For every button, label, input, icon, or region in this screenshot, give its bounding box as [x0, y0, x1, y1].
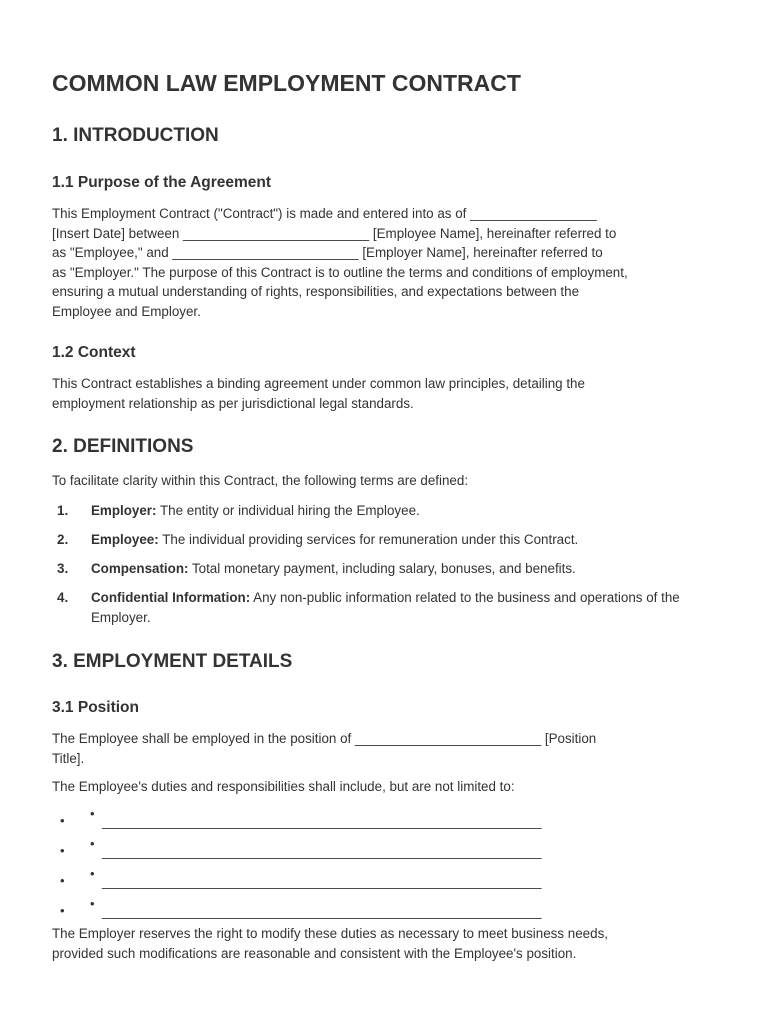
purpose-line: ensuring a mutual understanding of rights, responsibilities, and expectations between the: [52, 284, 580, 300]
duty-blank: ___________________________________________________________: [102, 904, 542, 919]
definition-term: Confidential Information:: [91, 590, 251, 605]
definitions-intro: To facilitate clarity within this Contract, the following terms are defined:: [52, 473, 469, 488]
bullet-icon: •: [60, 843, 65, 858]
modification-paragraph: [52, 924, 722, 963]
position-line: The Employee shall be employed in the position of _________________________ [Position: [52, 731, 597, 746]
section-3-1-heading: 3.1 Position: [52, 699, 139, 716]
duty-blank: ___________________________________________________________: [102, 814, 542, 829]
definition-item: [52, 501, 702, 521]
bullet-icon: •: [90, 866, 95, 881]
definition-term: Compensation:: [91, 561, 189, 576]
context-paragraph: [52, 374, 722, 413]
purpose-paragraph: [52, 204, 722, 322]
purpose-line: Employee and Employer.: [52, 303, 201, 319]
position-paragraph: [52, 729, 722, 768]
definition-term: Employer:: [91, 503, 157, 518]
section-1-2-heading: 1.2 Context: [52, 344, 136, 361]
definition-number: 2.: [57, 532, 69, 547]
definition-desc: The individual providing services for remuneration under this Contract.: [158, 532, 579, 547]
section-1-1-heading: 1.1 Purpose of the Agreement: [52, 174, 272, 191]
context-line: This Contract establishes a binding agreement under common law principles, detailing the: [52, 376, 585, 391]
bullet-icon: •: [60, 813, 65, 828]
duty-blank: ___________________________________________________________: [102, 874, 542, 889]
modification-line: The Employer reserves the right to modify these duties as necessary to meet business needs,: [52, 926, 608, 941]
purpose-line: This Employment Contract ("Contract") is made and entered into as of _________________: [52, 206, 597, 221]
definition-number: 1.: [57, 503, 69, 518]
duty-blank: ___________________________________________________________: [102, 844, 542, 859]
context-line: employment relationship as per jurisdictional legal standards.: [52, 395, 414, 411]
bullet-icon: •: [60, 873, 65, 888]
bullet-icon: •: [60, 903, 65, 918]
purpose-line: [Insert Date] between _________________________ [Employee Name], hereinafter referred to: [52, 225, 617, 241]
section-2-heading: 2. DEFINITIONS: [52, 436, 194, 457]
purpose-line: as "Employer." The purpose of this Contract is to outline the terms and conditions of employment,: [52, 264, 628, 280]
definition-desc: Total monetary payment, including salary, bonuses, and benefits.: [188, 561, 576, 576]
definition-item: [52, 588, 702, 627]
bullet-icon: •: [90, 836, 95, 851]
section-1-heading: 1. INTRODUCTION: [52, 125, 219, 146]
bullet-icon: •: [90, 896, 95, 911]
position-line: Title].: [52, 750, 85, 766]
definition-number: 4.: [57, 590, 69, 605]
definition-desc: Any non-public information related to the business and operations of the Employer.: [91, 590, 680, 625]
purpose-line: as "Employee," and _________________________ [Employer Name], hereinafter referred to: [52, 245, 603, 261]
section-3-heading: 3. EMPLOYMENT DETAILS: [52, 651, 293, 672]
bullet-icon: •: [90, 806, 95, 821]
page-title: COMMON LAW EMPLOYMENT CONTRACT: [52, 70, 521, 96]
duties-intro: The Employee's duties and responsibilities shall include, but are not limited to:: [52, 779, 515, 794]
modification-line: provided such modifications are reasonable and consistent with the Employee's position.: [52, 945, 577, 961]
definition-item: [52, 559, 702, 579]
definition-desc: The entity or individual hiring the Employee.: [156, 503, 420, 518]
definition-number: 3.: [57, 561, 69, 576]
definition-term: Employee:: [91, 532, 159, 547]
definition-item: [52, 530, 702, 550]
